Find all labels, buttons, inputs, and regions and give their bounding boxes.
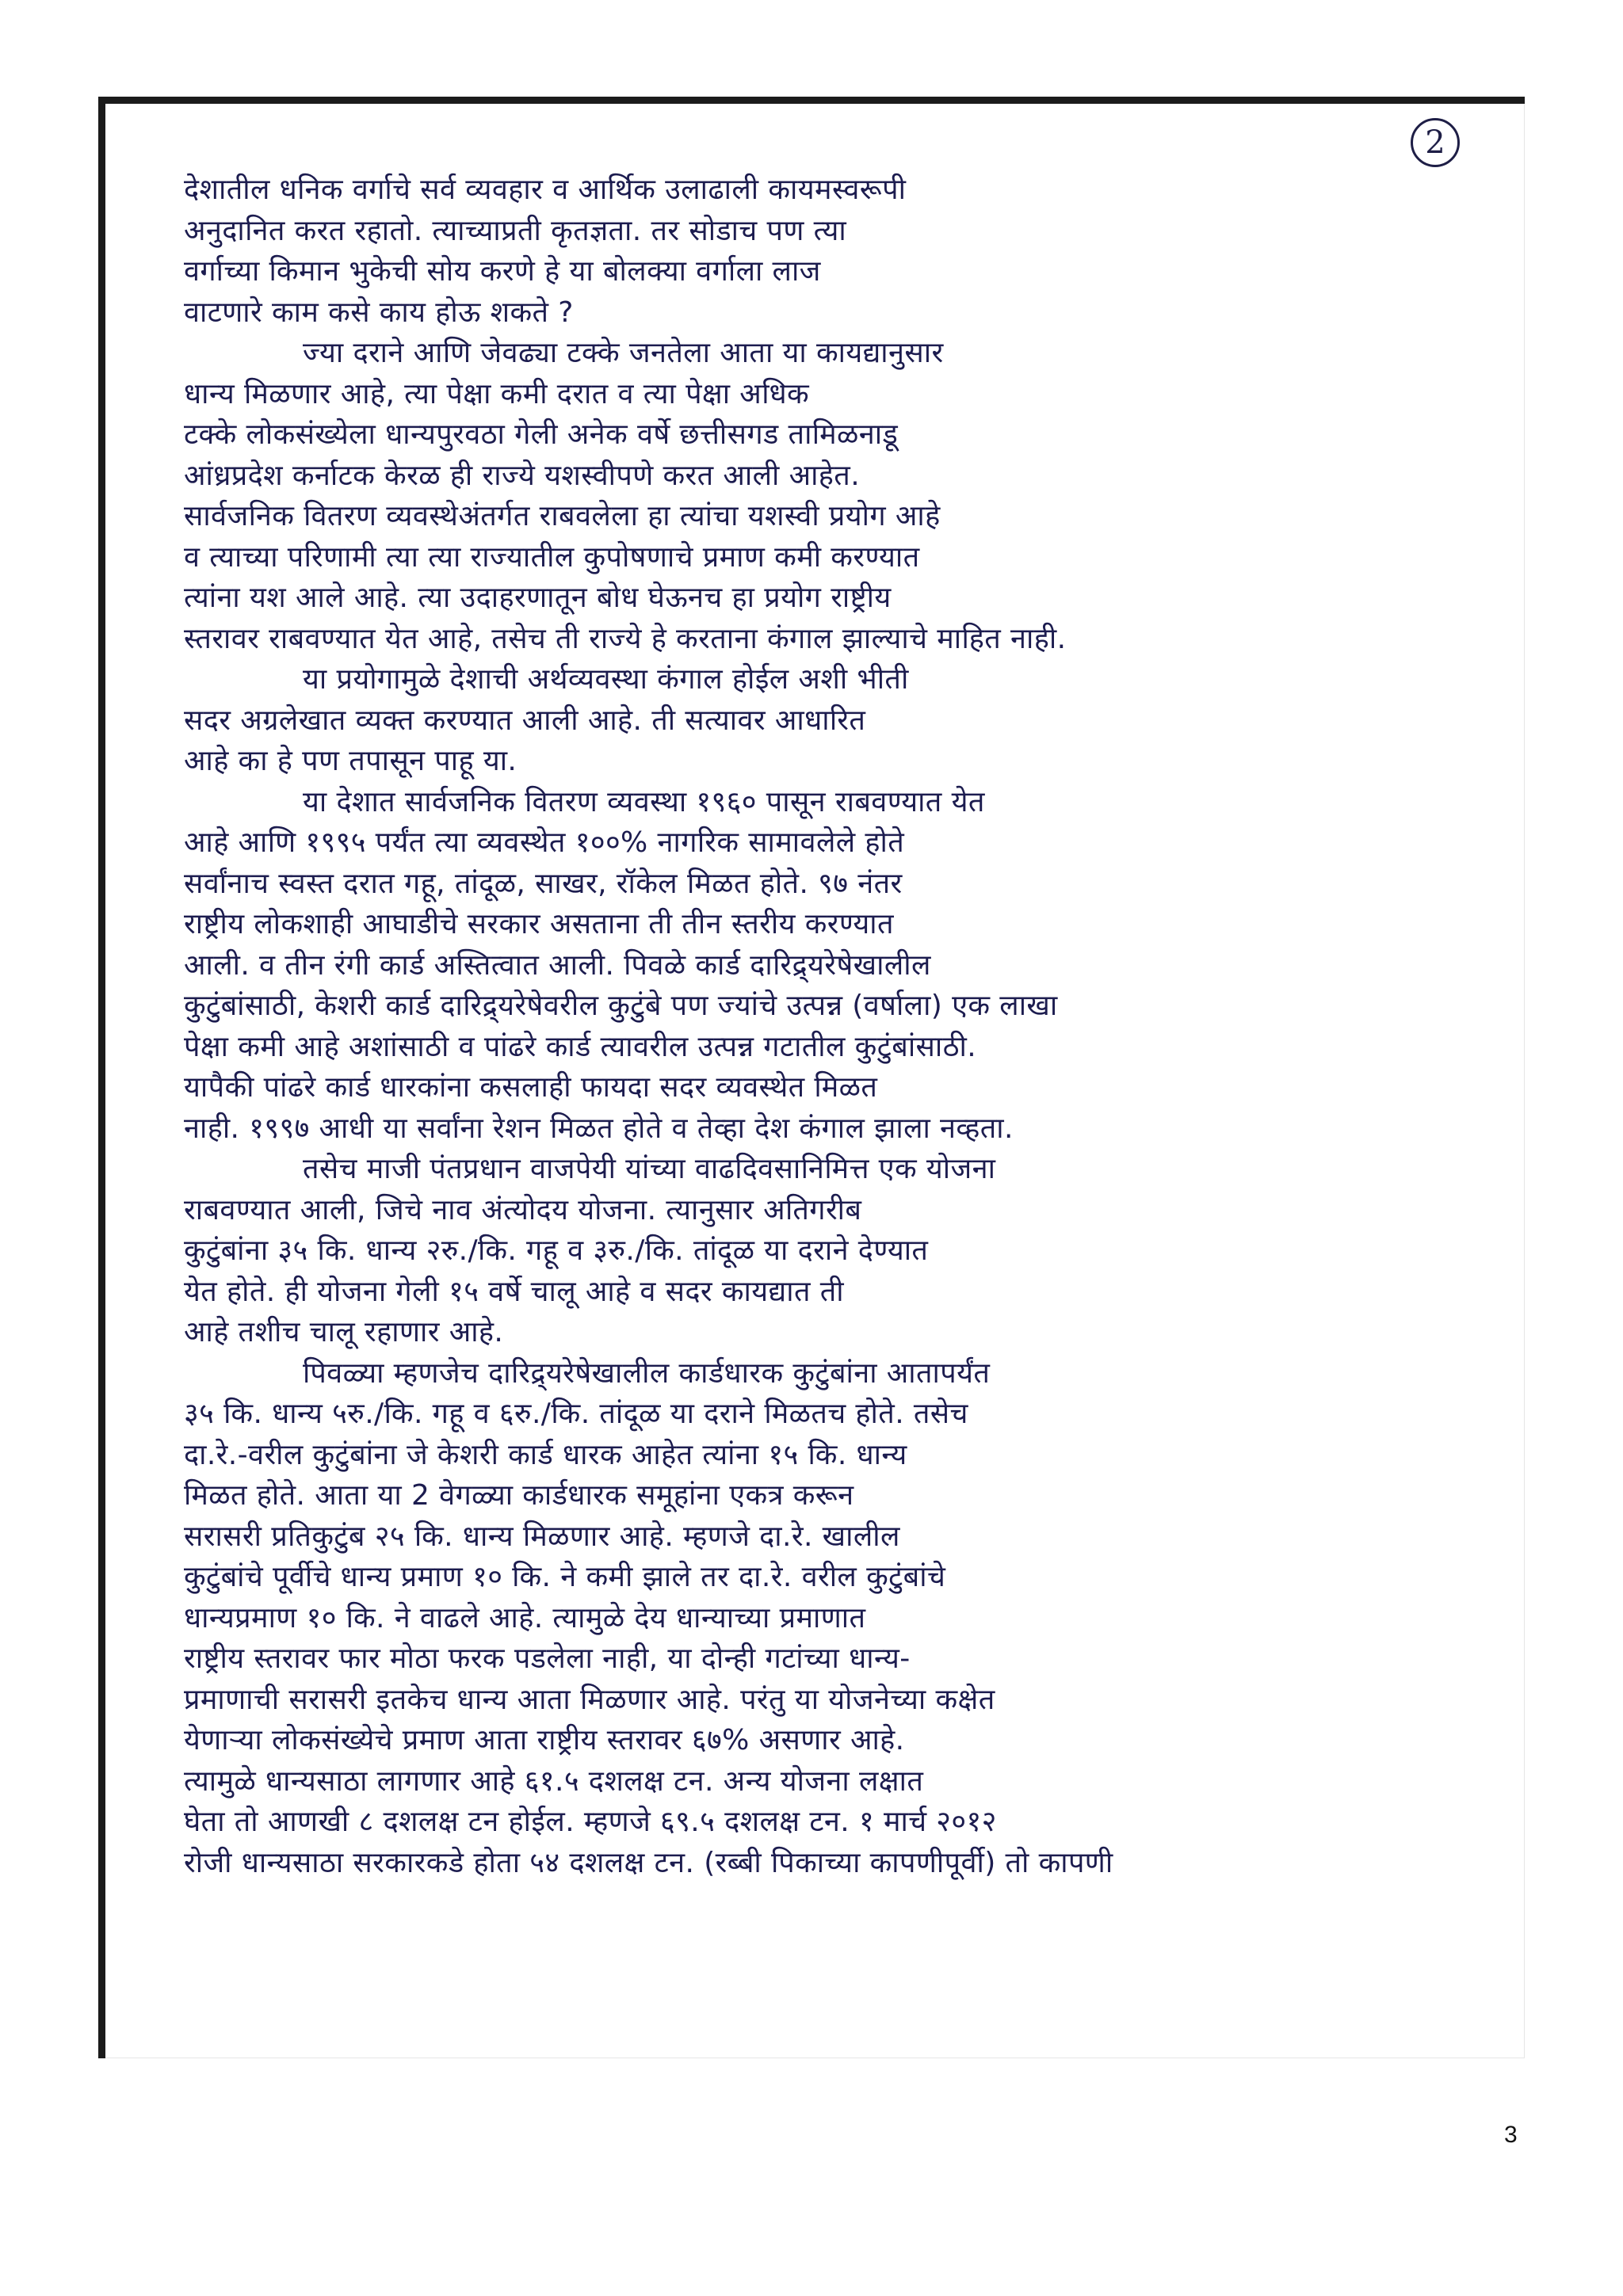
- text-line: दा.रे.-वरील कुटुंबांना जे केशरी कार्ड धारक आहेत त्यांना १५ कि. धान्य: [184, 1438, 907, 1471]
- text-line: आहे तशीच चालू रहाणार आहे.: [184, 1316, 504, 1348]
- text-line: मिळत होते. आता या 2 वेगळ्या कार्डधारक समूहांना एकत्र करून: [184, 1479, 854, 1512]
- text-line: पिवळ्या म्हणजेच दारिद्र्यरेषेखालील कार्डधारक कुटुंबांना आतापर्यंत: [303, 1356, 991, 1390]
- text-line: रोजी धान्यसाठा सरकारकडे होता ५४ दशलक्ष टन. (रब्बी पिकाच्या कापणीपूर्वी) तो कापणी: [184, 1846, 1113, 1879]
- scan-border-top: [98, 97, 1525, 104]
- text-line: आहे आणि १९९५ पर्यंत त्या व्यवस्थेत १००% नागरिक सामावलेले होते: [184, 826, 905, 859]
- scan-border-left: [98, 97, 105, 2058]
- text-line: तसेच माजी पंतप्रधान वाजपेयी यांच्या वाढदिवसानिमित्त एक योजना: [303, 1153, 996, 1185]
- text-line: येणाऱ्या लोकसंख्येचे प्रमाण आता राष्ट्रीय स्तरावर ६७% असणार आहे.: [184, 1724, 905, 1756]
- text-line: राष्ट्रीय लोकशाही आघाडीचे सरकार असताना ती तीन स्तरीय करण्यात: [184, 908, 894, 940]
- text-line: त्यांना यश आले आहे. त्या उदाहरणातून बोध घेऊनच हा प्रयोग राष्ट्रीय: [184, 582, 892, 614]
- text-line: घेता तो आणखी ८ दशलक्ष टन होईल. म्हणजे ६९.५ दशलक्ष टन. १ मार्च २०१२: [184, 1806, 997, 1838]
- text-line: वाटणारे काम कसे काय होऊ शकते ?: [184, 296, 574, 329]
- text-line: व त्याच्या परिणामी त्या त्या राज्यातील कुपोषणाचे प्रमाण कमी करण्यात: [184, 540, 920, 574]
- circled-page-mark: 2: [1411, 118, 1460, 167]
- text-line: नाही. १९९७ आधी या सर्वांना रेशन मिळत होते व तेव्हा देश कंगाल झाला नव्हता.: [184, 1112, 1014, 1145]
- text-line: यापैकी पांढरे कार्ड धारकांना कसलाही फायदा सदर व्यवस्थेत मिळत: [184, 1071, 878, 1104]
- text-line: अनुदानित करत रहातो. त्याच्याप्रती कृतज्ञता. तर सोडाच पण त्या: [184, 214, 847, 247]
- text-line: टक्के लोकसंख्येला धान्यपुरवठा गेली अनेक वर्षे छत्तीसगड तामिळनाडू: [184, 418, 899, 451]
- text-line: आंध्रप्रदेश कर्नाटक केरळ ही राज्ये यशस्वीपणे करत आली आहेत.: [184, 459, 861, 492]
- text-line: धान्य मिळणार आहे, त्या पेक्षा कमी दरात व त्या पेक्षा अधिक: [184, 377, 810, 410]
- text-line: वर्गाच्या किमान भुकेची सोय करणे हे या बोलक्या वर्गाला लाज: [184, 255, 821, 288]
- text-line: देशातील धनिक वर्गाचे सर्व व्यवहार व आर्थिक उलाढाली कायमस्वरूपी: [184, 174, 907, 206]
- text-line: आली. व तीन रंगी कार्ड अस्तित्वात आली. पिवळे कार्ड दारिद्र्यरेषेखालील: [184, 948, 931, 982]
- text-line: सदर अग्रलेखात व्यक्त करण्यात आली आहे. ती सत्यावर आधारित: [184, 704, 866, 737]
- text-line: स्तरावर राबवण्यात येत आहे, तसेच ती राज्ये हे करताना कंगाल झाल्याचे माहित नाही.: [184, 622, 1067, 655]
- text-line: आहे का हे पण तपासून पाहू या.: [184, 745, 517, 777]
- text-line: त्यामुळे धान्यसाठा लागणार आहे ६१.५ दशलक्ष टन. अन्य योजना लक्षात: [184, 1764, 924, 1798]
- text-line: ज्या दराने आणि जेवढ्या टक्के जनतेला आता या कायद्यानुसार: [303, 337, 944, 369]
- text-line: सर्वांनाच स्वस्त दरात गहू, तांदूळ, साखर, रॉकेल मिळत होते. ९७ नंतर: [184, 867, 903, 900]
- text-line: कुटुंबांचे पूर्वीचे धान्य प्रमाण १० कि. ने कमी झाले तर दा.रे. वरील कुटुंबांचे: [184, 1561, 946, 1593]
- text-line: या प्रयोगामुळे देशाची अर्थव्यवस्था कंगाल होईल अशी भीती: [303, 663, 909, 696]
- text-line: धान्यप्रमाण १० कि. ने वाढले आहे. त्यामुळे देय धान्याच्या प्रमाणात: [184, 1601, 866, 1634]
- text-line: राष्ट्रीय स्तरावर फार मोठा फरक पडलेला नाही, या दोन्ही गटांच्या धान्य-: [184, 1642, 911, 1675]
- text-line: या देशात सार्वजनिक वितरण व्यवस्था १९६० पासून राबवण्यात येत: [303, 785, 985, 818]
- text-line: सरासरी प्रतिकुटुंब २५ कि. धान्य मिळणार आहे. म्हणजे दा.रे. खालील: [184, 1520, 900, 1553]
- text-line: ३५ कि. धान्य ५रु./कि. गहू व ६रु./कि. तांदूळ या दराने मिळतच होते. तसेच: [184, 1398, 968, 1430]
- text-line: राबवण्यात आली, जिचे नाव अंत्योदय योजना. त्यानुसार अतिगरीब: [184, 1193, 862, 1226]
- page-number: 3: [1504, 2122, 1518, 2148]
- scanned-page: [98, 97, 1525, 2058]
- text-line: सार्वजनिक वितरण व्यवस्थेअंतर्गत राबवलेला हा त्यांचा यशस्वी प्रयोग आहे: [184, 500, 941, 532]
- text-line: कुटुंबांना ३५ कि. धान्य २रु./कि. गहू व ३रु./कि. तांदूळ या दराने देण्यात: [184, 1234, 929, 1267]
- text-line: पेक्षा कमी आहे अशांसाठी व पांढरे कार्ड त्यावरील उत्पन्न गटातील कुटुंबांसाठी.: [184, 1030, 977, 1063]
- text-line: येत होते. ही योजना गेली १५ वर्षे चालू आहे व सदर कायद्यात ती: [184, 1275, 844, 1308]
- handwritten-text: [184, 170, 1503, 1883]
- text-line: कुटुंबांसाठी, केशरी कार्ड दारिद्र्यरेषेवरील कुटुंबे पण ज्यांचे उत्पन्न (वर्षाला) एक लाखा: [184, 990, 1058, 1022]
- text-line: प्रमाणाची सरासरी इतकेच धान्य आता मिळणार आहे. परंतु या योजनेच्या कक्षेत: [184, 1683, 995, 1716]
